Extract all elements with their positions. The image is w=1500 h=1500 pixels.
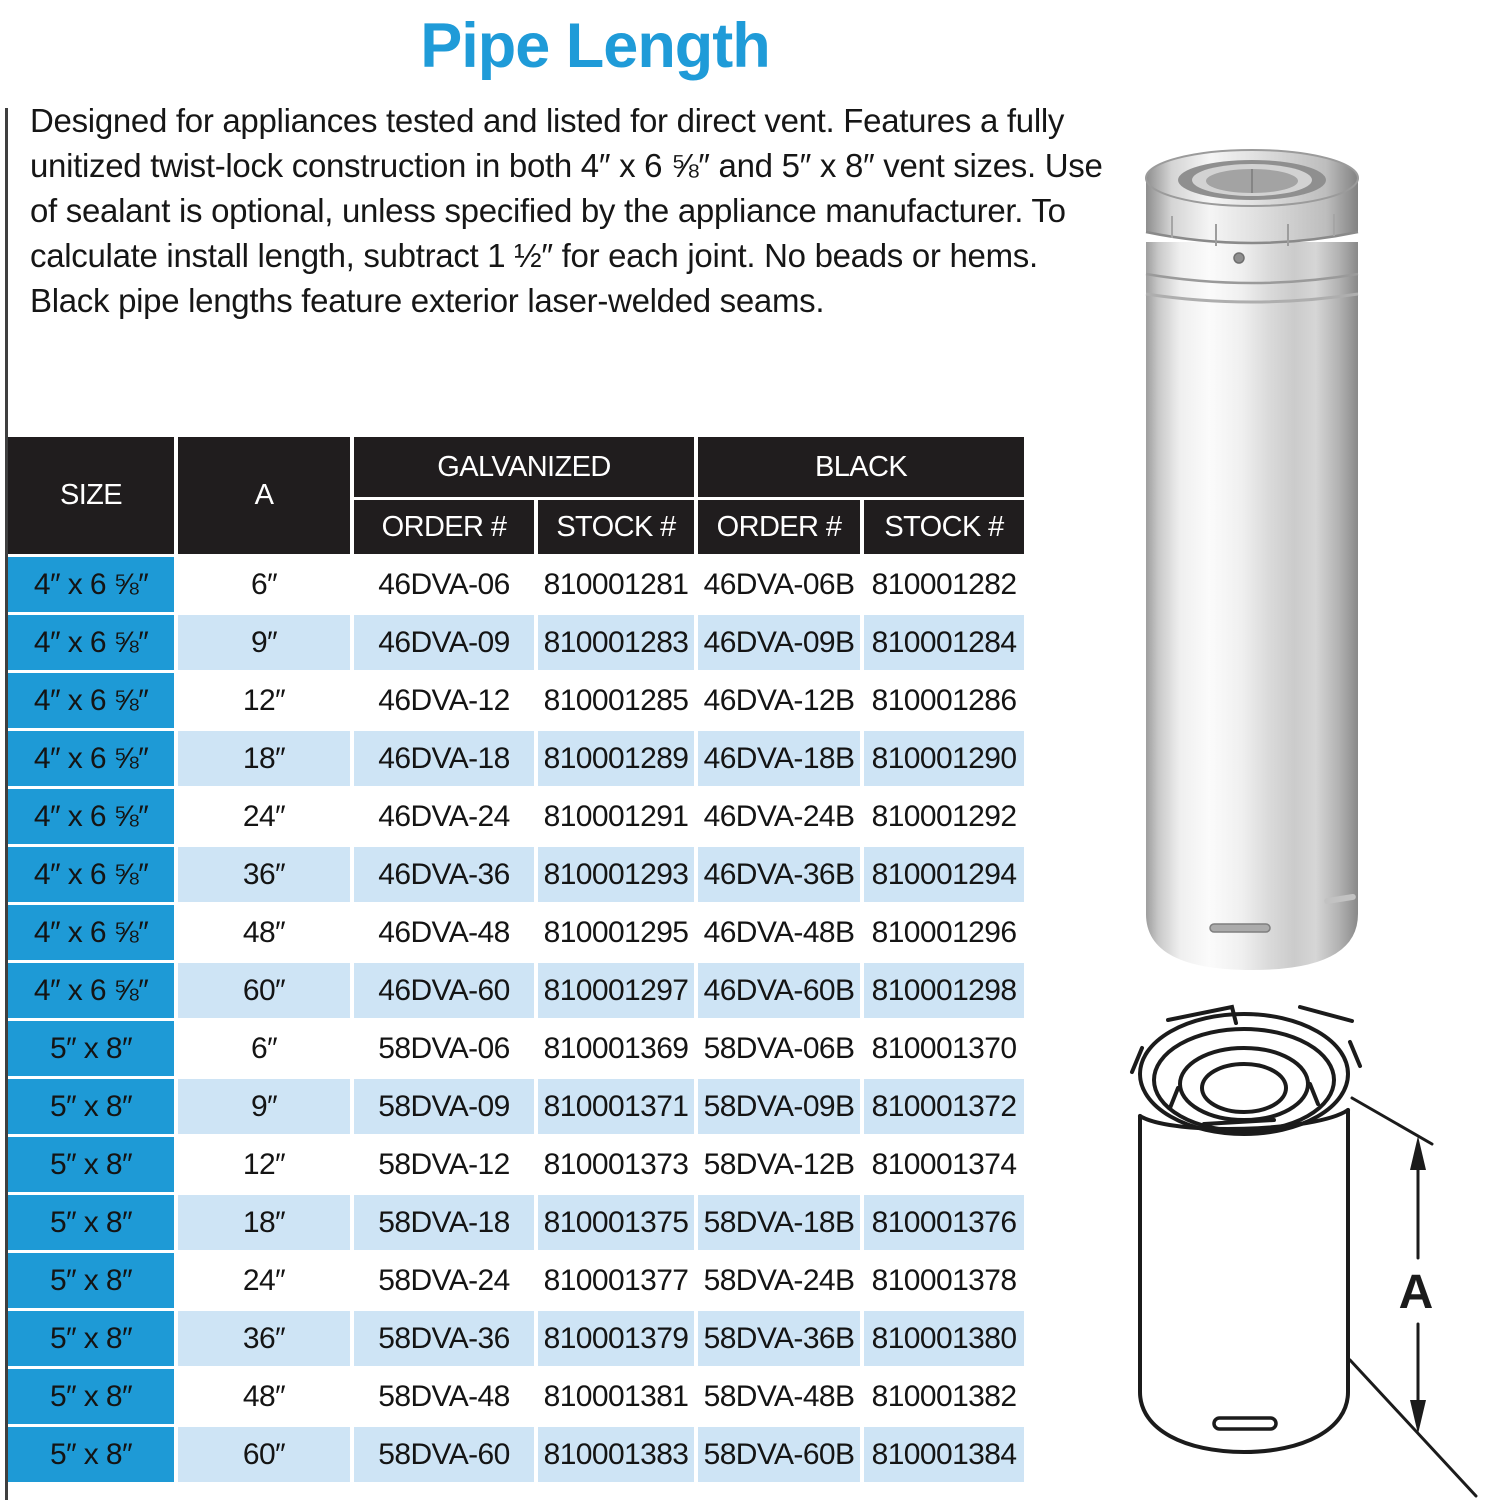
size-cell: 4″ x 6 ⅝″ (8, 731, 178, 789)
black-stock-cell: 810001370 (864, 1021, 1028, 1079)
size-cell: 5″ x 8″ (8, 1137, 178, 1195)
galv-order-cell: 46DVA-09 (354, 615, 538, 673)
size-cell: 4″ x 6 ⅝″ (8, 615, 178, 673)
dimension-label-a: A (1398, 1266, 1434, 1319)
galv-stock-cell: 810001379 (538, 1311, 698, 1369)
black-stock-cell: 810001378 (864, 1253, 1028, 1311)
galv-stock-cell: 810001293 (538, 847, 698, 905)
black-order-cell: 46DVA-12B (698, 673, 864, 731)
galv-stock-cell: 810001295 (538, 905, 698, 963)
size-cell: 5″ x 8″ (8, 1369, 178, 1427)
table-row (8, 1021, 1028, 1079)
size-cell: 4″ x 6 ⅝″ (8, 557, 178, 615)
pipe-body (1146, 242, 1358, 970)
black-stock-cell: 810001376 (864, 1195, 1028, 1253)
black-stock-cell: 810001286 (864, 673, 1028, 731)
black-stock-cell: 810001282 (864, 557, 1028, 615)
galv-order-cell: 46DVA-12 (354, 673, 538, 731)
a-cell: 36″ (178, 847, 354, 905)
table-row (8, 1195, 1028, 1253)
galv-order-cell: 46DVA-36 (354, 847, 538, 905)
galv-order-cell: 58DVA-48 (354, 1369, 538, 1427)
galv-stock-cell: 810001285 (538, 673, 698, 731)
black-stock-cell: 810001372 (864, 1079, 1028, 1137)
size-cell: 5″ x 8″ (8, 1427, 178, 1485)
galv-stock-cell: 810001281 (538, 557, 698, 615)
black-order-cell: 46DVA-36B (698, 847, 864, 905)
header-size: SIZE (8, 437, 178, 557)
galv-stock-cell: 810001291 (538, 789, 698, 847)
a-cell: 60″ (178, 1427, 354, 1485)
size-cell: 4″ x 6 ⅝″ (8, 847, 178, 905)
galv-order-cell: 58DVA-24 (354, 1253, 538, 1311)
header-black-stock: STOCK # (864, 500, 1028, 557)
black-order-cell: 58DVA-09B (698, 1079, 864, 1137)
table-row (8, 1369, 1028, 1427)
galv-order-cell: 58DVA-60 (354, 1427, 538, 1485)
black-order-cell: 58DVA-24B (698, 1253, 864, 1311)
a-cell: 9″ (178, 615, 354, 673)
header-galv-order: ORDER # (354, 500, 538, 557)
galv-stock-cell: 810001377 (538, 1253, 698, 1311)
table-row (8, 789, 1028, 847)
galv-order-cell: 46DVA-18 (354, 731, 538, 789)
black-stock-cell: 810001298 (864, 963, 1028, 1021)
a-cell: 18″ (178, 731, 354, 789)
dimension-extension-top (1352, 1098, 1432, 1144)
table-row (8, 673, 1028, 731)
a-cell: 9″ (178, 1079, 354, 1137)
black-order-cell: 58DVA-12B (698, 1137, 864, 1195)
page-title: Pipe Length (420, 11, 770, 81)
galv-stock-cell: 810001283 (538, 615, 698, 673)
size-cell: 5″ x 8″ (8, 1311, 178, 1369)
black-order-cell: 46DVA-09B (698, 615, 864, 673)
black-stock-cell: 810001380 (864, 1311, 1028, 1369)
black-stock-cell: 810001382 (864, 1369, 1028, 1427)
black-order-cell: 46DVA-06B (698, 557, 864, 615)
black-stock-cell: 810001384 (864, 1427, 1028, 1485)
a-cell: 12″ (178, 1137, 354, 1195)
black-order-cell: 58DVA-60B (698, 1427, 864, 1485)
a-cell: 24″ (178, 1253, 354, 1311)
a-cell: 24″ (178, 789, 354, 847)
pipe-photo (1138, 124, 1366, 984)
galv-order-cell: 58DVA-18 (354, 1195, 538, 1253)
black-order-cell: 46DVA-18B (698, 731, 864, 789)
arrowhead-up (1410, 1136, 1426, 1170)
header-black-order: ORDER # (698, 500, 864, 557)
black-stock-cell: 810001374 (864, 1137, 1028, 1195)
size-cell: 5″ x 8″ (8, 1021, 178, 1079)
table-header (8, 437, 1028, 557)
table-body (8, 557, 1028, 1485)
table-row (8, 1137, 1028, 1195)
black-stock-cell: 810001296 (864, 905, 1028, 963)
product-description: Designed for appliances tested and listed for direct vent. Features a fully unitized twist-lock construction in both 4″ x 6 ⅝″ and 5″ x 8″ vent sizes. Use of sealant is optional, unless specified by the appliance manufacturer. To calculate install length, subtract 1 ½″ for each joint. No beads or hems. Black pipe lengths feature exterior laser-welded seams. (30, 102, 1103, 319)
bottom-slot (1210, 924, 1270, 932)
size-cell: 4″ x 6 ⅝″ (8, 789, 178, 847)
header-galvanized: GALVANIZED (354, 437, 698, 500)
black-order-cell: 58DVA-06B (698, 1021, 864, 1079)
galv-stock-cell: 810001375 (538, 1195, 698, 1253)
table-row (8, 1253, 1028, 1311)
black-order-cell: 58DVA-48B (698, 1369, 864, 1427)
size-cell: 4″ x 6 ⅝″ (8, 673, 178, 731)
a-cell: 36″ (178, 1311, 354, 1369)
black-stock-cell: 810001290 (864, 731, 1028, 789)
table-row (8, 963, 1028, 1021)
table-row (8, 615, 1028, 673)
black-order-cell: 46DVA-60B (698, 963, 864, 1021)
header-a: A (178, 437, 354, 557)
a-cell: 60″ (178, 963, 354, 1021)
table-row (8, 1427, 1028, 1485)
galv-stock-cell: 810001297 (538, 963, 698, 1021)
a-cell: 6″ (178, 557, 354, 615)
galv-stock-cell: 810001369 (538, 1021, 698, 1079)
a-cell: 12″ (178, 673, 354, 731)
pipe-length-table (8, 437, 1028, 1485)
dimension-extension-bottom (1350, 1360, 1476, 1496)
header-galv-stock: STOCK # (538, 500, 698, 557)
galv-order-cell: 58DVA-06 (354, 1021, 538, 1079)
galv-stock-cell: 810001373 (538, 1137, 698, 1195)
pipe-diagram (1020, 978, 1500, 1500)
table-row (8, 847, 1028, 905)
galv-stock-cell: 810001371 (538, 1079, 698, 1137)
size-cell: 5″ x 8″ (8, 1195, 178, 1253)
galv-stock-cell: 810001381 (538, 1369, 698, 1427)
table-row (8, 1079, 1028, 1137)
black-order-cell: 58DVA-18B (698, 1195, 864, 1253)
table-row (8, 557, 1028, 615)
black-stock-cell: 810001294 (864, 847, 1028, 905)
a-cell: 48″ (178, 905, 354, 963)
size-cell: 4″ x 6 ⅝″ (8, 963, 178, 1021)
galv-order-cell: 46DVA-48 (354, 905, 538, 963)
a-cell: 6″ (178, 1021, 354, 1079)
header-black: BLACK (698, 437, 1028, 500)
a-cell: 18″ (178, 1195, 354, 1253)
table-row (8, 731, 1028, 789)
galv-stock-cell: 810001383 (538, 1427, 698, 1485)
table-row (8, 905, 1028, 963)
black-order-cell: 46DVA-48B (698, 905, 864, 963)
size-cell: 4″ x 6 ⅝″ (8, 905, 178, 963)
table-row (8, 1311, 1028, 1369)
galv-stock-cell: 810001289 (538, 731, 698, 789)
black-order-cell: 46DVA-24B (698, 789, 864, 847)
size-cell: 5″ x 8″ (8, 1253, 178, 1311)
galv-order-cell: 46DVA-24 (354, 789, 538, 847)
galv-order-cell: 58DVA-36 (354, 1311, 538, 1369)
size-cell: 5″ x 8″ (8, 1079, 178, 1137)
black-stock-cell: 810001292 (864, 789, 1028, 847)
a-cell: 48″ (178, 1369, 354, 1427)
black-stock-cell: 810001284 (864, 615, 1028, 673)
galv-order-cell: 58DVA-12 (354, 1137, 538, 1195)
rivet-dot (1234, 253, 1244, 263)
galv-order-cell: 58DVA-09 (354, 1079, 538, 1137)
black-order-cell: 58DVA-36B (698, 1311, 864, 1369)
galv-order-cell: 46DVA-60 (354, 963, 538, 1021)
galv-order-cell: 46DVA-06 (354, 557, 538, 615)
